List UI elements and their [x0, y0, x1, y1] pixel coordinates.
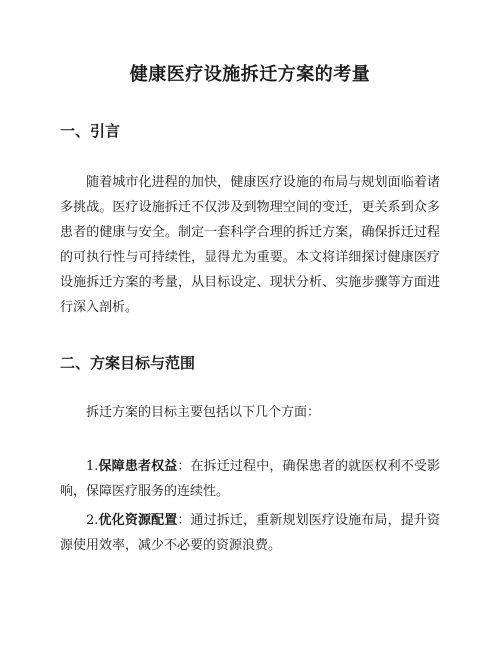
list-item-term: 优化资源配置 [98, 513, 178, 528]
list-item-number: 2. [86, 513, 99, 528]
section-heading-goals-scope: 二、方案目标与范围 [60, 354, 196, 372]
introduction-paragraph: 随着城市化进程的加快，健康医疗设施的布局与规划面临着诸多挑战。医疗设施拆迁不仅涉及到物理空间的变迁，更关系到众多患者的健康与安全。制定一套科学合理的拆迁方案，确保拆迁过程的可执行性与可持续性，显得尤为重要。本文将详细探讨健康医疗设施拆迁方案的考量，从目标设定、现状分析、实施步骤等方面进行深入剖析。 [60, 175, 440, 315]
goal-list-item-1 [60, 454, 440, 504]
goal-list-item-2 [60, 508, 440, 558]
list-item-term: 保障患者权益 [98, 459, 178, 474]
list-item-text: ：在拆迁过程中，确保患者的就医权利不受影响，保障医疗服务的连续性。 [60, 459, 440, 499]
list-item-number: 1. [86, 459, 99, 474]
goals-intro-paragraph: 拆迁方案的目标主要包括以下几个方面： [86, 405, 321, 420]
section-heading-introduction: 一、引言 [60, 122, 121, 140]
list-item-text: ：通过拆迁，重新规划医疗设施布局，提升资源使用效率，减少不必要的资源浪费。 [60, 513, 440, 553]
document-title: 健康医疗设施拆迁方案的考量 [129, 64, 371, 85]
